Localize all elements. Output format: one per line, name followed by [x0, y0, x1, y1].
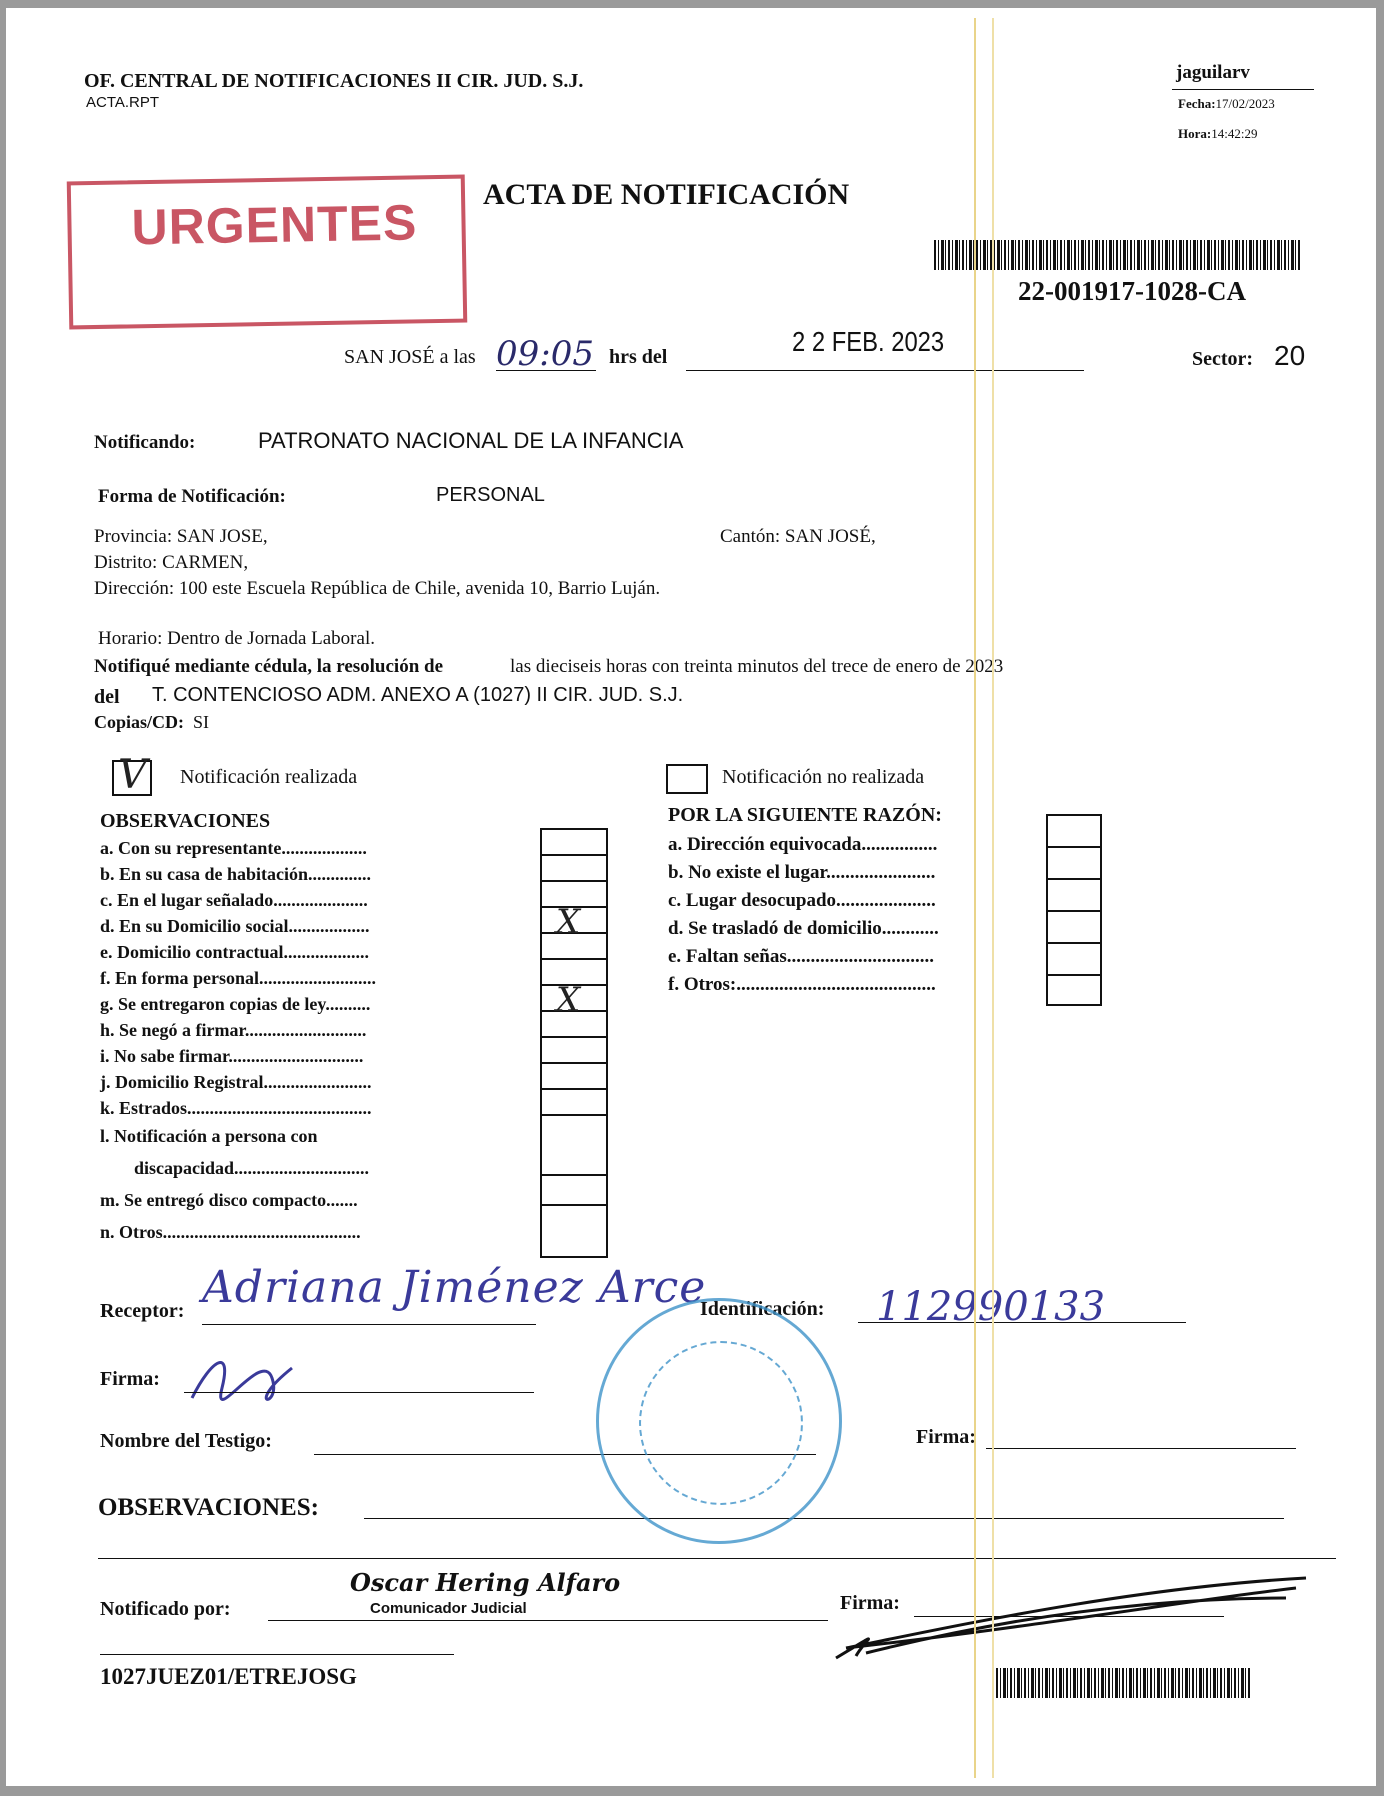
- tribunal-value: T. CONTENCIOSO ADM. ANEXO A (1027) II CIR. JUD. S.J.: [152, 684, 684, 706]
- report-code: ACTA.RPT: [86, 94, 160, 111]
- list-item: b. No existe el lugar.......................: [668, 862, 936, 883]
- scan-line: [974, 18, 976, 1778]
- receptor-signature: [182, 1338, 302, 1418]
- notificacion-no-realizada-checkbox[interactable]: [666, 764, 708, 794]
- document-title: ACTA DE NOTIFICACIÓN: [483, 178, 850, 211]
- list-item: e. Domicilio contractual...................: [100, 942, 369, 962]
- notificado-label: Notificado por:: [100, 1598, 231, 1620]
- razon-checkbox-column[interactable]: [1046, 814, 1102, 1006]
- office-name: OF. CENTRAL DE NOTIFICACIONES II CIR. JUD. S.J.: [84, 70, 584, 92]
- notificador-signature: [826, 1568, 1326, 1668]
- document-page: [6, 8, 1376, 1786]
- del-label: del: [94, 686, 120, 708]
- notificador-role: Comunicador Judicial: [370, 1600, 527, 1617]
- institution-seal: [596, 1298, 842, 1544]
- list-item: k. Estrados.........................................: [100, 1098, 372, 1118]
- scan-line: [992, 18, 994, 1778]
- identificacion-line: [858, 1322, 1186, 1323]
- observaciones-bottom-label: OBSERVACIONES:: [98, 1494, 319, 1521]
- resolucion-label: Notifiqué mediante cédula, la resolución de: [94, 656, 444, 677]
- testigo-firma-line: [986, 1448, 1296, 1449]
- receptor-name-handwritten: Adriana Jiménez Arce: [202, 1262, 707, 1313]
- list-item: f. Otros:..........................................: [668, 974, 936, 995]
- list-item: j. Domicilio Registral........................: [100, 1072, 372, 1092]
- notificacion-realizada-label: Notificación realizada: [180, 766, 358, 788]
- urgent-stamp: URGENTES: [67, 175, 468, 330]
- list-item: d. En su Domicilio social..................: [100, 916, 370, 936]
- list-item: f. En forma personal..........................: [100, 968, 376, 988]
- list-item: c. Lugar desocupado.....................: [668, 890, 936, 911]
- list-item: l. Notificación a persona con: [100, 1126, 318, 1146]
- sector-label: Sector:: [1192, 348, 1254, 370]
- firma-label: Firma:: [100, 1368, 160, 1390]
- list-item: a. Con su representante...................: [100, 838, 367, 858]
- code-line: [100, 1654, 454, 1655]
- razon-heading: POR LA SIGUIENTE RAZÓN:: [668, 804, 942, 826]
- user-underline: [1172, 89, 1314, 90]
- distrito: Distrito: CARMEN,: [94, 552, 249, 573]
- barcode-bottom: [996, 1668, 1252, 1698]
- notificado-firma-label: Firma:: [840, 1592, 900, 1614]
- notificacion-realizada-checkbox[interactable]: V: [112, 760, 152, 796]
- firma-line: [184, 1392, 534, 1393]
- list-item: h. Se negó a firmar...........................: [100, 1020, 367, 1040]
- time-line: [496, 370, 596, 371]
- notificando-value: PATRONATO NACIONAL DE LA INFANCIA: [258, 428, 684, 453]
- direccion: Dirección: 100 este Escuela República de Chile, avenida 10, Barrio Luján.: [94, 578, 661, 599]
- date-line: [686, 370, 1084, 371]
- resolucion-value: las dieciseis horas con treinta minutos del trece de enero de 2023: [510, 656, 1004, 677]
- testigo-firma-label: Firma:: [916, 1426, 976, 1448]
- identificacion-label: Identificación:: [700, 1298, 825, 1320]
- time-label: Hora:14:42:29: [1178, 126, 1258, 141]
- notificado-line: [268, 1620, 828, 1621]
- list-item: c. En el lugar señalado.....................: [100, 890, 368, 910]
- copias-label: Copias/CD:: [94, 712, 185, 732]
- notificacion-no-realizada-label: Notificación no realizada: [722, 766, 925, 788]
- copias-value: SI: [193, 712, 210, 732]
- list-item: m. Se entregó disco compacto.......: [100, 1190, 358, 1210]
- canton: Cantón: SAN JOSÉ,: [720, 526, 876, 547]
- notificador-name: Oscar Hering Alfaro: [350, 1568, 621, 1597]
- place-label: SAN JOSÉ a las: [344, 346, 476, 368]
- date-label: Fecha:17/02/2023: [1178, 96, 1275, 111]
- identificacion-handwritten: 112990133: [876, 1284, 1106, 1330]
- list-item: a. Dirección equivocada................: [668, 834, 938, 855]
- stamped-date: 2 2 FEB. 2023: [792, 326, 945, 357]
- list-item: e. Faltan señas...............................: [668, 946, 934, 967]
- notificando-label: Notificando:: [94, 432, 196, 453]
- forma-label: Forma de Notificación:: [98, 486, 286, 507]
- list-item: d. Se trasladó de domicilio............: [668, 918, 939, 939]
- testigo-label: Nombre del Testigo:: [100, 1430, 272, 1452]
- observaciones-line-2: [98, 1558, 1336, 1559]
- horario: Horario: Dentro de Jornada Laboral.: [98, 628, 375, 649]
- receptor-label: Receptor:: [100, 1300, 185, 1322]
- observaciones-line-1: [364, 1518, 1284, 1519]
- provincia: Provincia: SAN JOSE,: [94, 526, 268, 547]
- observaciones-heading: OBSERVACIONES: [100, 810, 271, 832]
- list-item: b. En su casa de habitación..............: [100, 864, 372, 884]
- case-number: 22-001917-1028-CA: [1018, 276, 1246, 306]
- user-id: jaguilarv: [1176, 62, 1250, 83]
- bottom-code: 1027JUEZ01/ETREJOSG: [100, 1664, 357, 1689]
- forma-value: PERSONAL: [436, 484, 545, 506]
- hrs-label: hrs del: [609, 346, 668, 368]
- list-item: discapacidad..............................: [134, 1158, 370, 1178]
- list-item: n. Otros............................................: [100, 1222, 361, 1242]
- time-handwritten: 09:05: [496, 334, 594, 374]
- sector-value: 20: [1274, 340, 1306, 371]
- list-item: i. No sabe firmar..............................: [100, 1046, 364, 1066]
- list-item: g. Se entregaron copias de ley..........: [100, 994, 371, 1014]
- receptor-line: [202, 1324, 536, 1325]
- observaciones-checkbox-column[interactable]: X X: [540, 828, 608, 1258]
- barcode-top: [934, 240, 1300, 270]
